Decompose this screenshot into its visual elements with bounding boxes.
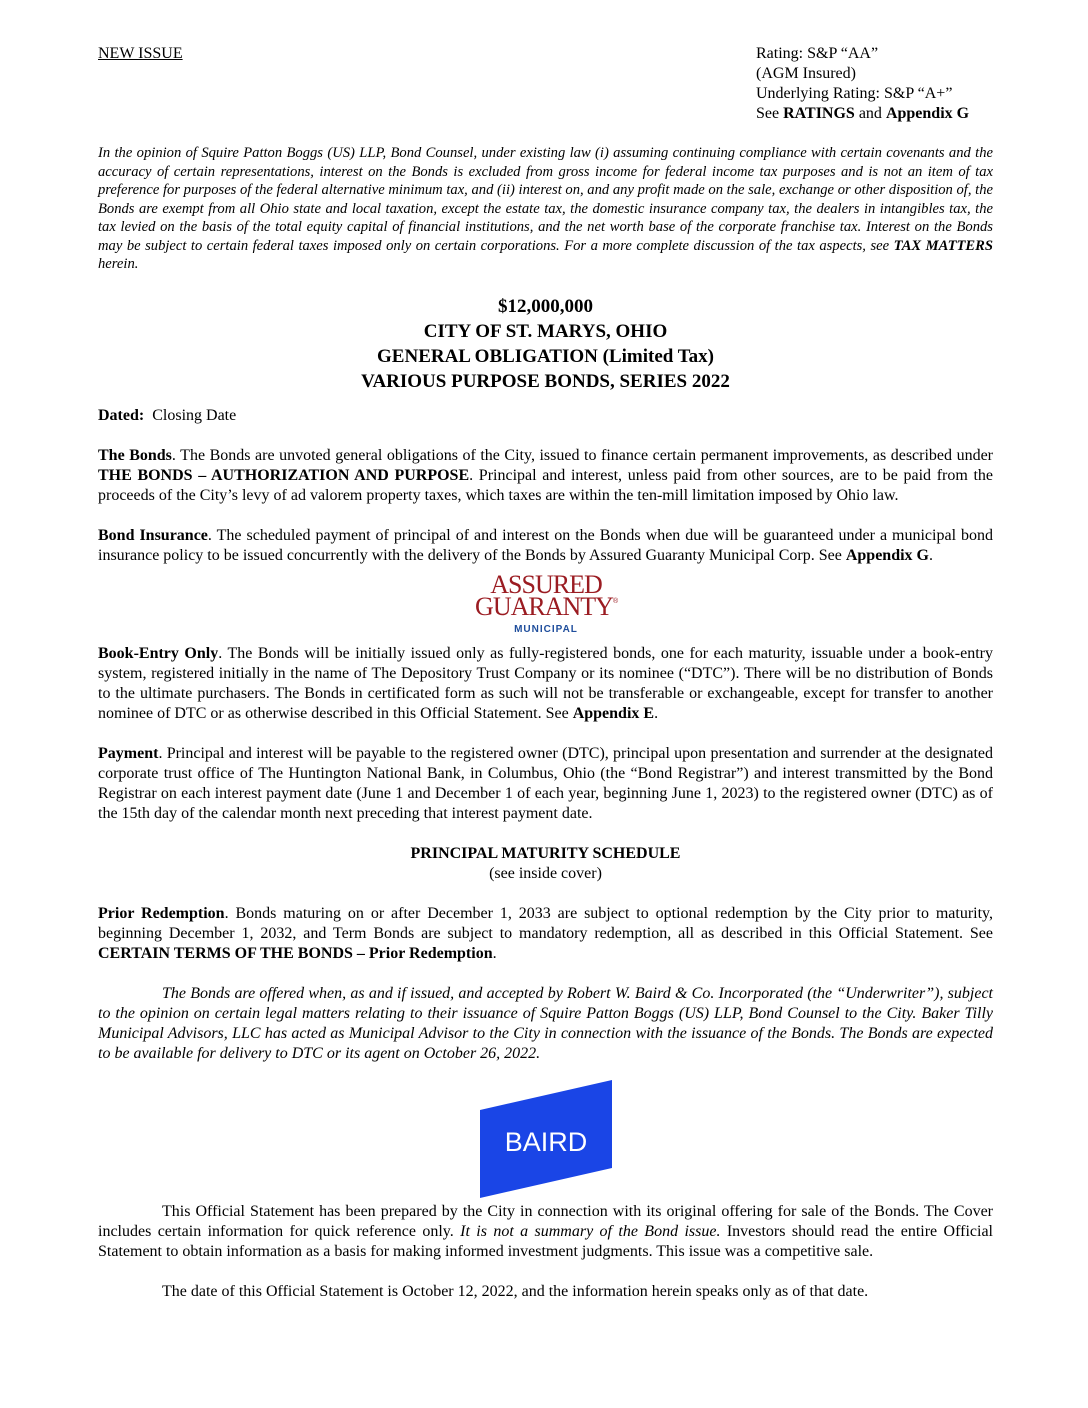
rating-line: Rating: S&P “AA” [756, 45, 879, 62]
prior-redemption-label: Prior Redemption [98, 904, 225, 922]
tax-opinion-paragraph [98, 144, 993, 274]
ratings-ref: RATINGS [783, 105, 855, 122]
book-entry-text: . The Bonds will be initially issued only as fully-registered bonds, one for each maturity, issuable under a book-entry system, registered initially in the name of The Depository Trust Company or its nominee (“DTC”). There will be no distribution of Bonds to the ultimate purchasers. The Bonds in certificated form as such will not be transferable or exchangeable, except for transfer to another nominee of DTC or as otherwise described in this Official Statement. See [98, 644, 994, 722]
the-bonds-text: . The Bonds are unvoted general obligations of the City, issued to finance certain permanent improvements, as described under [171, 446, 993, 464]
official-statement-paragraph [98, 1202, 993, 1262]
payment-text: . Principal and interest will be payable to the registered owner (DTC), principal upon presentation and surrender at the designated corporate trust office of The Huntington National Bank, in Columbus, Ohio (the “Bond Registrar”) and interest transmitted by the Bond Registrar on each interest payment date (June 1 and December 1 of each year, beginning June 1, 2023) to the registered owner (DTC) as of the 15th day of the calendar month next preceding that interest payment date. [98, 744, 993, 822]
baird-logo-text: BAIRD [504, 1126, 587, 1157]
tax-opinion-text: In the opinion of Squire Patton Boggs (US) LLP, Bond Counsel, under existing law (i) assuming continuing compliance with certain covenants and the accuracy of certain representations, interest on the Bonds is excluded from gross income for federal income tax purposes and is not an item of tax preference for purposes of the federal alternative minimum tax, and (ii) interest on, and any profit made on the sale, exchange or other disposition of, the Bonds are exempt from all Ohio state and local taxation, except the estate tax, the domestic insurance company tax, the dealers in intangibles tax, the tax levied on the basis of the total equity capital of financial institutions, and the net worth base of the corporate franchise tax. Interest on the Bonds may be subject to certain federal taxes imposed only on certain corporations. For a more complete discussion of the tax aspects, see [98, 145, 993, 254]
ag-logo-line3: MUNICIPAL [513, 623, 578, 635]
bond-insurance-tail: . [928, 546, 933, 564]
maturity-schedule-heading [98, 844, 993, 884]
assured-guaranty-logo [98, 570, 993, 640]
baird-logo-graphic [480, 1080, 612, 1198]
baird-logo [98, 1080, 993, 1200]
bond-amount: $12,000,000 [498, 295, 593, 317]
assured-guaranty-logo-graphic [466, 570, 626, 636]
rating-see-line [756, 104, 969, 124]
tax-matters-ref: TAX MATTERS [893, 237, 993, 254]
prior-redemption-text: . Bonds maturing on or after December 1, 2033 are subject to optional redemption by the City prior to maturity, beginning December 1, 2032, and Term Bonds are subject to mandatory redemption, all as described in this Official Statement. See [98, 904, 994, 942]
rating-see-text: See [756, 105, 784, 122]
payment-paragraph [98, 744, 993, 824]
rating-and-text: and [854, 105, 886, 122]
rating-block [756, 44, 969, 124]
payment-label: Payment [98, 744, 159, 762]
dated-value: Closing Date [144, 406, 237, 424]
appendix-g-ref: Appendix G [845, 546, 929, 564]
official-statement-text: This Official Statement has been prepared by the City in connection with its original offering for sale of the Bonds. The Cover includes certain information for quick reference only. [98, 1202, 993, 1240]
bond-insurance-paragraph [98, 526, 993, 566]
the-bonds-paragraph [98, 446, 993, 506]
official-statement-italic: It is not a summary of the Bond issue. [460, 1222, 721, 1240]
ag-logo-registered-mark: ® [612, 597, 618, 605]
ag-logo-line1: ASSURED [489, 569, 602, 599]
prior-redemption-paragraph [98, 904, 993, 964]
certain-terms-ref: CERTAIN TERMS OF THE BONDS – Prior Redemption [98, 944, 493, 962]
underlying-rating-line: Underlying Rating: S&P “A+” [756, 85, 953, 102]
tax-opinion-tail: herein. [98, 256, 139, 272]
book-entry-tail: . [654, 704, 659, 722]
header [98, 44, 993, 124]
offering-paragraph: The Bonds are offered when, as and if issued, and accepted by Robert W. Baird & Co. Incorporated (the “Underwriter”), subject to the opinion on certain legal matters relating to their issuance of Squire Patton Boggs (US) LLP, Bond Counsel to the City. Baker Tilly Municipal Advisors, LLC has acted as Municipal Advisor to the City in connection with the issuance of the Bonds. The Bonds are expected to be available for delivery to DTC or its agent on October 26, 2022. [98, 984, 993, 1062]
bond-insurance-text: . The scheduled payment of principal of and interest on the Bonds when due will be guaranteed under a municipal bond insurance policy to be issued concurrently with the delivery of the Bonds by Assured Guaranty Municipal Corp. See [98, 526, 994, 564]
book-entry-paragraph [98, 644, 993, 724]
issuer-name: CITY OF ST. MARYS, OHIO [423, 320, 668, 342]
obligation-type: GENERAL OBLIGATION (Limited Tax) [377, 345, 714, 367]
appendix-g-ref: Appendix G [885, 105, 970, 122]
date-statement-paragraph: The date of this Official Statement is October 12, 2022, and the information herein speaks only as of that date. [162, 1282, 869, 1300]
official-statement-cover [98, 44, 993, 1302]
the-bonds-label: The Bonds [98, 446, 172, 464]
appendix-e-ref: Appendix E [572, 704, 655, 722]
new-issue-label: NEW ISSUE [98, 45, 183, 62]
prior-redemption-tail: . [492, 944, 497, 962]
dated-line [98, 406, 993, 426]
the-bonds-text-2: . Principal and interest, unless paid from other sources, are to be paid from the proceeds of the City’s levy of ad valorem property taxes, which taxes are within the ten-mill limitation imposed by Ohio law. [98, 466, 994, 504]
dated-label: Dated: [98, 406, 145, 424]
book-entry-label: Book-Entry Only [98, 644, 219, 662]
maturity-schedule-subtitle: (see inside cover) [489, 864, 602, 882]
official-statement-tail: Investors should read the entire Official Statement to obtain information as a basis for making informed investment judgments. This issue was a competitive sale. [98, 1222, 993, 1260]
authorization-purpose-ref: THE BONDS – AUTHORIZATION AND PURPOSE [98, 466, 470, 484]
rating-insured-line: (AGM Insured) [756, 65, 856, 82]
bond-series: VARIOUS PURPOSE BONDS, SERIES 2022 [361, 370, 730, 392]
ag-logo-line2: GUARANTY [474, 591, 613, 621]
bond-title [98, 294, 993, 394]
maturity-schedule-title: PRINCIPAL MATURITY SCHEDULE [410, 844, 681, 862]
bond-insurance-label: Bond Insurance [98, 526, 208, 544]
